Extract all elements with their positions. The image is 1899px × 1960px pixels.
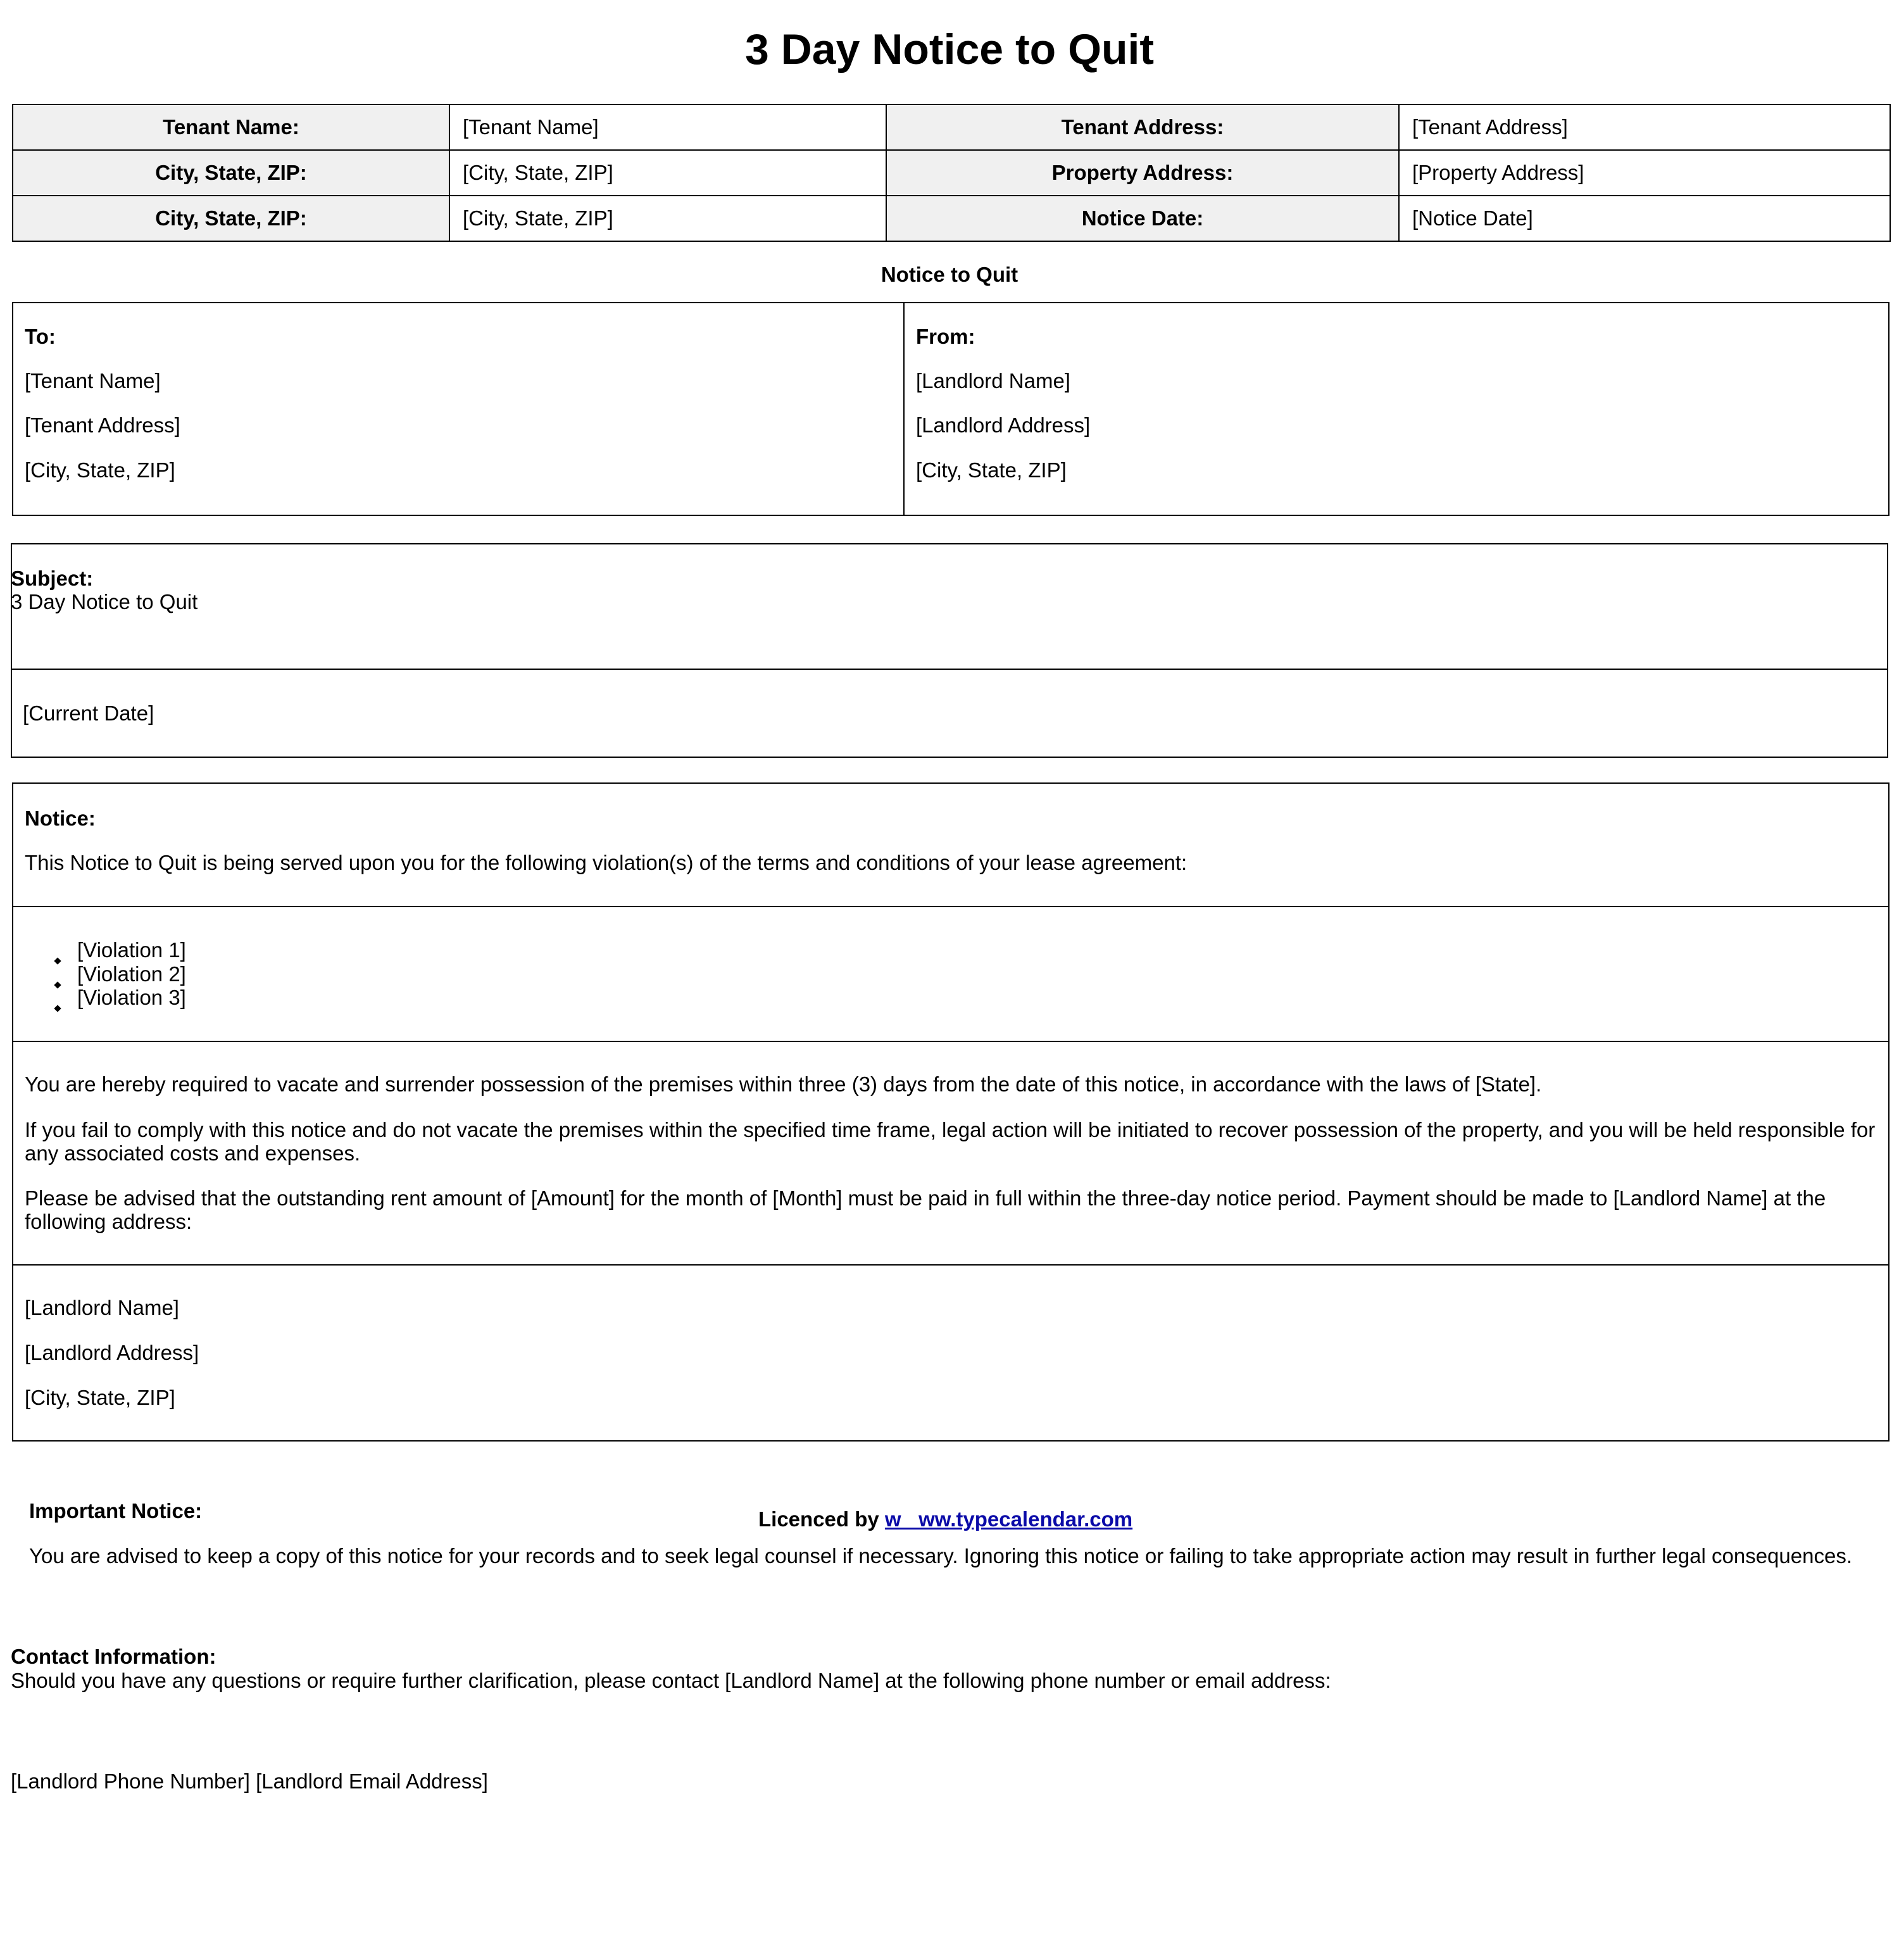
- bullet-icon: [54, 1005, 61, 1012]
- city-state-zip-value: [City, State, ZIP]: [449, 196, 886, 241]
- table-row: [13, 104, 1890, 150]
- payment-address-line: [Landlord Address]: [25, 1341, 199, 1364]
- violation-item: [Violation 2]: [77, 962, 186, 986]
- city-state-zip-value: [City, State, ZIP]: [449, 150, 886, 196]
- notice-label: Notice:: [25, 807, 96, 830]
- important-notice-text: You are advised to keep a copy of this notice for your records and to seek legal counsel if necessary. Ignoring this notice or failing to take appropriate action may result in further legal consequences.: [29, 1544, 1852, 1567]
- violation-item: [Violation 3]: [77, 986, 186, 1009]
- notice-date-value: [Notice Date]: [1399, 196, 1890, 241]
- notice-date-label: Notice Date:: [886, 196, 1399, 241]
- violation-item: [Violation 1]: [77, 938, 186, 962]
- licence-prefix: Licenced by: [758, 1507, 879, 1531]
- contact-details: [Landlord Phone Number] [Landlord Email Address]: [11, 1769, 488, 1793]
- to-label: To:: [25, 325, 56, 348]
- section-heading: Notice to Quit: [881, 263, 1018, 286]
- subject-box: [11, 543, 1888, 670]
- bullet-icon: [54, 981, 61, 988]
- document-title: 3 Day Notice to Quit: [744, 25, 1155, 73]
- licence-line: [758, 1507, 1132, 1531]
- property-address-label: Property Address:: [886, 150, 1399, 196]
- payment-address-line: [City, State, ZIP]: [25, 1386, 175, 1409]
- contact-label: Contact Information:: [11, 1645, 216, 1668]
- from-line: [Landlord Address]: [916, 413, 1091, 437]
- notice-paragraph: You are hereby required to vacate and surrender possession of the premises within three (3) days from the date of this notice, in accordance with the laws of [State].: [25, 1072, 1542, 1096]
- notice-paragraph: If you fail to comply with this notice and do not vacate the premises within the specified time frame, legal action will be initiated to recover possession of the property, and you will be held responsible for any associated costs and expenses.: [25, 1118, 1876, 1165]
- from-line: [City, State, ZIP]: [916, 458, 1067, 482]
- to-line: [Tenant Address]: [25, 413, 180, 437]
- tenant-address-value: [Tenant Address]: [1399, 104, 1890, 150]
- to-line: [City, State, ZIP]: [25, 458, 175, 482]
- typecalendar-link[interactable]: w ww.typecalendar.com: [884, 1507, 1133, 1531]
- table-row: [13, 150, 1890, 196]
- to-box: [12, 302, 905, 516]
- table-row: [13, 196, 1890, 241]
- tenant-name-value: [Tenant Name]: [449, 104, 886, 150]
- city-state-zip-label: City, State, ZIP:: [13, 196, 449, 241]
- subject-label: Subject:: [11, 567, 94, 590]
- notice-paragraphs-box: [12, 1041, 1890, 1266]
- notice-intro: This Notice to Quit is being served upon you for the following violation(s) of the terms and conditions of your lease agreement:: [25, 851, 1188, 874]
- current-date-box: [11, 669, 1888, 758]
- from-box: [903, 302, 1890, 516]
- tenant-address-label: Tenant Address:: [886, 104, 1399, 150]
- contact-text: Should you have any questions or require further clarification, please contact [Landlord Name] at the following phone number or email address:: [11, 1669, 1331, 1692]
- payment-address-box: [12, 1264, 1890, 1442]
- current-date: [Current Date]: [23, 701, 154, 725]
- tenant-name-label: Tenant Name:: [13, 104, 449, 150]
- important-notice-label: Important Notice:: [29, 1499, 203, 1523]
- bullet-icon: [54, 957, 61, 964]
- to-line: [Tenant Name]: [25, 369, 161, 393]
- from-label: From:: [916, 325, 975, 348]
- tenant-info-table: [12, 104, 1891, 242]
- notice-paragraph: Please be advised that the outstanding rent amount of [Amount] for the month of [Month] must be paid in full within the three-day notice period. Payment should be made to [Landlord Name] at the following address:: [25, 1186, 1826, 1233]
- payment-address-line: [Landlord Name]: [25, 1296, 179, 1319]
- city-state-zip-label: City, State, ZIP:: [13, 150, 449, 196]
- violations-box: [12, 906, 1890, 1042]
- notice-box: [12, 782, 1890, 907]
- subject-value: 3 Day Notice to Quit: [11, 590, 198, 613]
- from-line: [Landlord Name]: [916, 369, 1070, 393]
- property-address-value: [Property Address]: [1399, 150, 1890, 196]
